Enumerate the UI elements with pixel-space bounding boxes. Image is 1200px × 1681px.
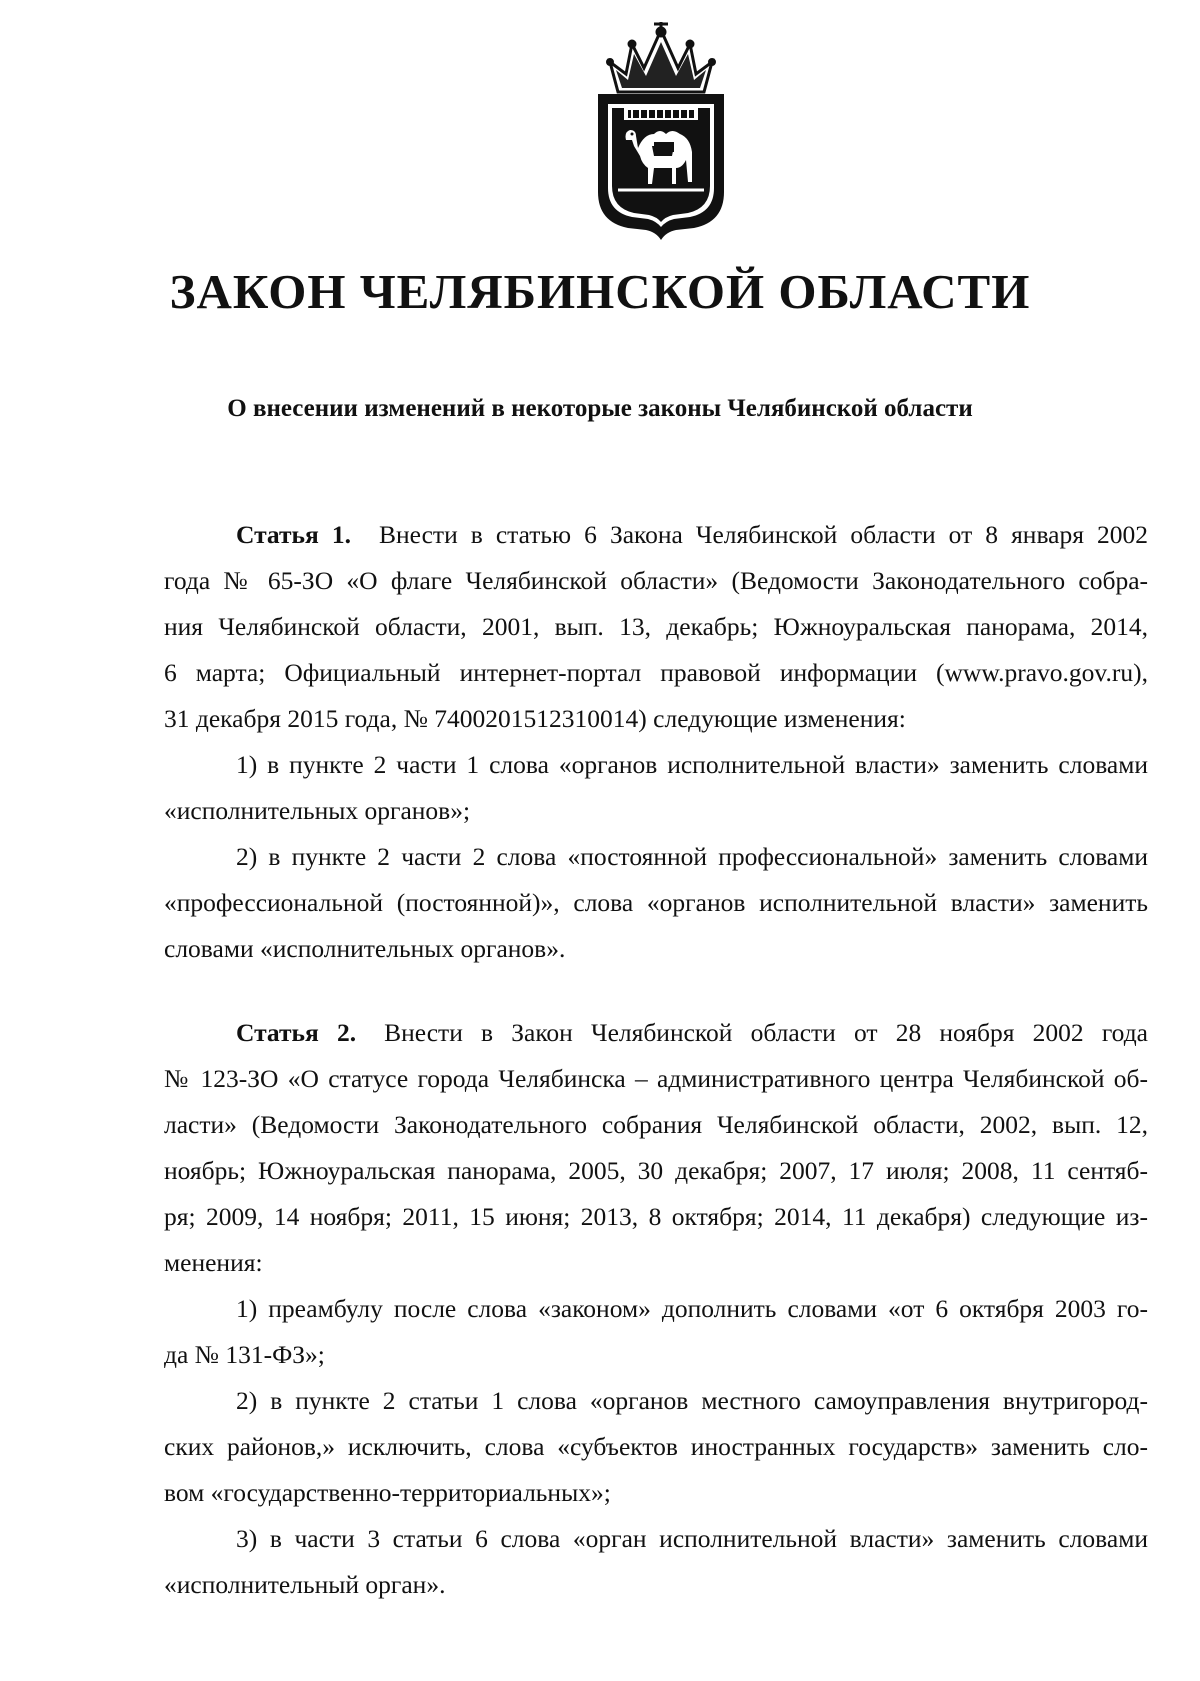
article-label: Статья 2. (236, 1018, 357, 1047)
list-item-line: ских районов,» исключить, слова «субъектов иностранных государств» заменить сло- (164, 1432, 1148, 1461)
text-line: ласти» (Ведомости Законодательного собрания Челябинской области, 2002, вып. 12, (164, 1110, 1148, 1139)
document-subtitle: О внесении изменений в некоторые законы Челябинской области (227, 395, 973, 422)
text-line: № 123-ЗО «О статусе города Челябинска – административного центра Челябинской об- (164, 1064, 1148, 1093)
article-first-line (164, 512, 1148, 558)
list-item-line: словами «исполнительных органов». (164, 934, 566, 963)
list-item-line: 2) в пункте 2 части 2 слова «постоянной профессиональной» заменить словами (236, 842, 1148, 871)
article-label: Статья 1. (236, 520, 351, 549)
text-line: года № 65-ЗО «О флаге Челябинской области» (Ведомости Законодательного собра- (164, 566, 1148, 595)
list-item-line: 1) преамбулу после слова «законом» дополнить словами «от 6 октября 2003 го- (236, 1294, 1148, 1323)
list-item-line: вом «государственно-территориальных»; (164, 1478, 611, 1507)
list-item-line: «исполнительный орган». (164, 1570, 446, 1599)
text-line: ноябрь; Южноуральская панорама, 2005, 30 декабря; 2007, 17 июля; 2008, 11 сентяб- (164, 1156, 1148, 1185)
document-title: ЗАКОН ЧЕЛЯБИНСКОЙ ОБЛАСТИ (169, 264, 1031, 319)
list-item-line: «профессиональной (постоянной)», слова «органов исполнительной власти» заменить (164, 888, 1148, 917)
text-line: ния Челябинской области, 2001, вып. 13, декабрь; Южноуральская панорама, 2014, (164, 612, 1148, 641)
list-item-line: 1) в пункте 2 части 1 слова «органов исполнительной власти» заменить словами (236, 750, 1148, 779)
article-1 (164, 512, 1148, 972)
text-line: Внести в Закон Челябинской области от 28 ноября 2002 года (384, 1018, 1148, 1047)
list-item-line: да № 131-ФЗ»; (164, 1340, 325, 1369)
list-item-line: «исполнительных органов»; (164, 796, 471, 825)
text-line: 31 декабря 2015 года, № 7400201512310014) следующие изменения: (164, 704, 906, 733)
article-first-line (164, 1010, 1148, 1056)
text-line: ря; 2009, 14 ноября; 2011, 15 июня; 2013, 8 октября; 2014, 11 декабря) следующие из- (164, 1202, 1148, 1231)
text-line: 6 марта; Официальный интернет-портал правовой информации (www.pravo.gov.ru), (164, 658, 1148, 687)
list-item-line: 2) в пункте 2 статьи 1 слова «органов местного самоуправления внутригород- (236, 1386, 1148, 1415)
text-line: менения: (164, 1248, 263, 1277)
article-2 (164, 1010, 1148, 1608)
text-line: Внести в статью 6 Закона Челябинской области от 8 января 2002 (379, 520, 1148, 549)
coat-of-arms-icon (588, 22, 734, 242)
list-item-line: 3) в части 3 статьи 6 слова «орган исполнительной власти» заменить словами (236, 1524, 1148, 1553)
